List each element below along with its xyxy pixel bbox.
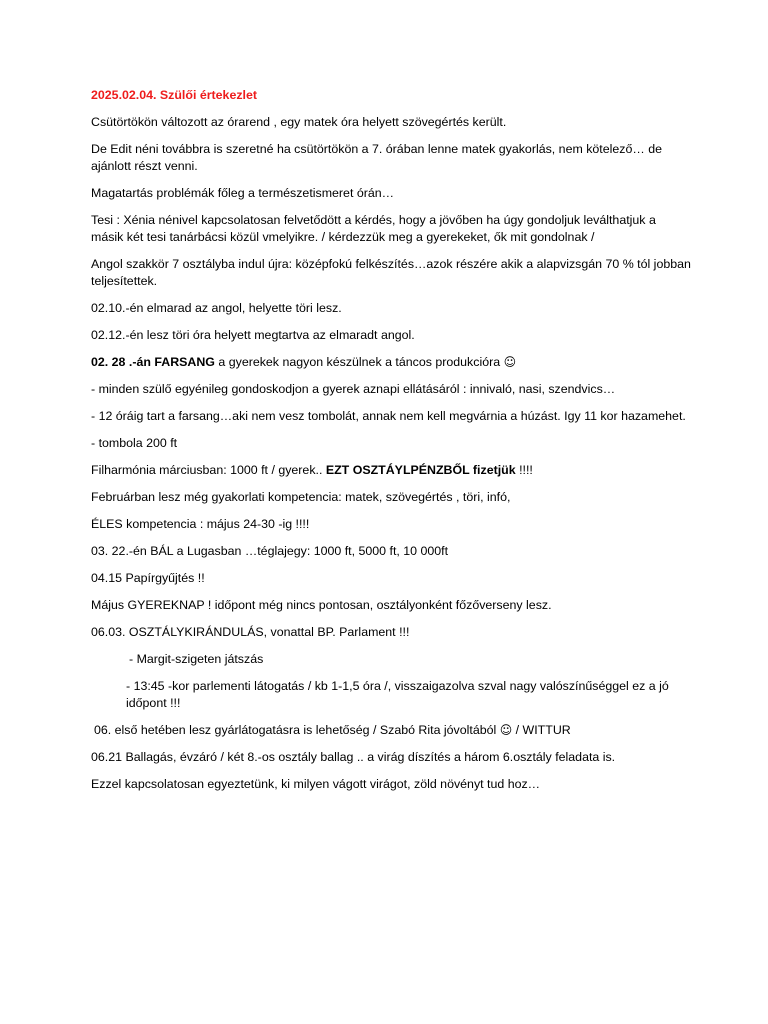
- paragraph-ball: 03. 22.-én BÁL a Lugasban …téglajegy: 1000 ft, 5000 ft, 10 000ft: [91, 544, 449, 558]
- paragraph-carnival: [91, 354, 691, 371]
- paragraph-behavior: Magatartás problémák főleg a természetismeret órán…: [91, 186, 395, 200]
- paragraph-factory-visit: [91, 722, 691, 739]
- factory-visit-end: / WITTUR: [512, 723, 571, 737]
- paragraph-flowers: Ezzel kapcsolatosan egyeztetünk, ki milyen vágott virágot, zöld növényt tud hoz…: [91, 777, 541, 791]
- paragraph-class-trip: 06.03. OSZTÁLYKIRÁNDULÁS, vonattal BP. Parlament !!!: [91, 625, 410, 639]
- paragraph-paper-collection: 04.15 Papírgyűjtés !!: [91, 571, 205, 585]
- paragraph-english-makeup: 02.12.-én lesz töri óra helyett megtartva az elmaradt angol.: [91, 328, 415, 342]
- paragraph-philharmonic: [91, 462, 691, 479]
- paragraph-margit-island: - Margit-szigeten játszás: [129, 652, 264, 666]
- paragraph-carnival-food: - minden szülő egyénileg gondoskodjon a gyerek aznapi ellátásáról : innivaló, nasi, szendvics…: [91, 382, 616, 396]
- paragraph-pe-teacher: Tesi : Xénia nénivel kapcsolatosan felvetődött a kérdés, hogy a jövőben ha úgy gondoljuk leválthatjuk a másik két tesi tanárbácsi közül vmelyikre. / kérdezzük meg a gyerekeket, ők mit gondolnak /: [91, 213, 656, 244]
- paragraph-live-competence: ÉLES kompetencia : május 24-30 -ig !!!!: [91, 517, 310, 531]
- paragraph-childrens-day: Május GYEREKNAP ! időpont még nincs pontosan, osztályonként főzőverseny lesz.: [91, 598, 552, 612]
- smiley-icon: ☺: [503, 355, 517, 369]
- carnival-text: a gyerekek nagyon készülnek a táncos produkcióra: [214, 355, 504, 369]
- document-title: 2025.02.04. Szülői értekezlet: [91, 88, 257, 102]
- carnival-date-bold: 02. 28 .-án FARSANG: [91, 355, 215, 369]
- paragraph-english-cancel: 02.10.-én elmarad az angol, helyette töri lesz.: [91, 301, 342, 315]
- factory-visit-text: 06. első hetében lesz gyárlátogatásra is lehetőség / Szabó Rita jóvoltából: [94, 723, 500, 737]
- philharmonic-text: Filharmónia márciusban: 1000 ft / gyerek..: [91, 463, 326, 477]
- paragraph-tombola: - tombola 200 ft: [91, 436, 178, 450]
- paragraph-graduation: 06.21 Ballagás, évzáró / két 8.-os osztály ballag .. a virág díszítés a három 6.osztály feladata is.: [91, 750, 616, 764]
- smiley-icon: ☺: [499, 723, 513, 737]
- philharmonic-end: !!!!: [515, 463, 533, 477]
- paragraph-parliament-visit: - 13:45 -kor parlementi látogatás / kb 1-1,5 óra /, visszaigazolva szval nagy valószínűséggel ez a jó időpont !!!: [126, 679, 669, 710]
- paragraph-math-practice: De Edit néni továbbra is szeretné ha csütörtökön a 7. órában lenne matek gyakorlás, nem kötelező… de ajánlott részt venni.: [91, 142, 662, 173]
- paragraph-english-club: Angol szakkör 7 osztályba indul újra: középfokú felkészítés…azok részére akik a alapvizsgán 70 % tól jobban teljesítettek.: [91, 257, 691, 288]
- document-body: [91, 87, 691, 803]
- philharmonic-bold: EZT OSZTÁYLPÉNZBŐL fizetjük: [325, 463, 516, 477]
- paragraph-schedule-change: Csütörtökön változott az órarend , egy matek óra helyett szövegértés került.: [91, 115, 507, 129]
- paragraph-carnival-time: - 12 óráig tart a farsang…aki nem vesz tombolát, annak nem kell megvárnia a húzást. Igy 11 kor hazamehet.: [91, 409, 686, 423]
- paragraph-practice-competence: Februárban lesz még gyakorlati kompetencia: matek, szövegértés , töri, infó,: [91, 490, 511, 504]
